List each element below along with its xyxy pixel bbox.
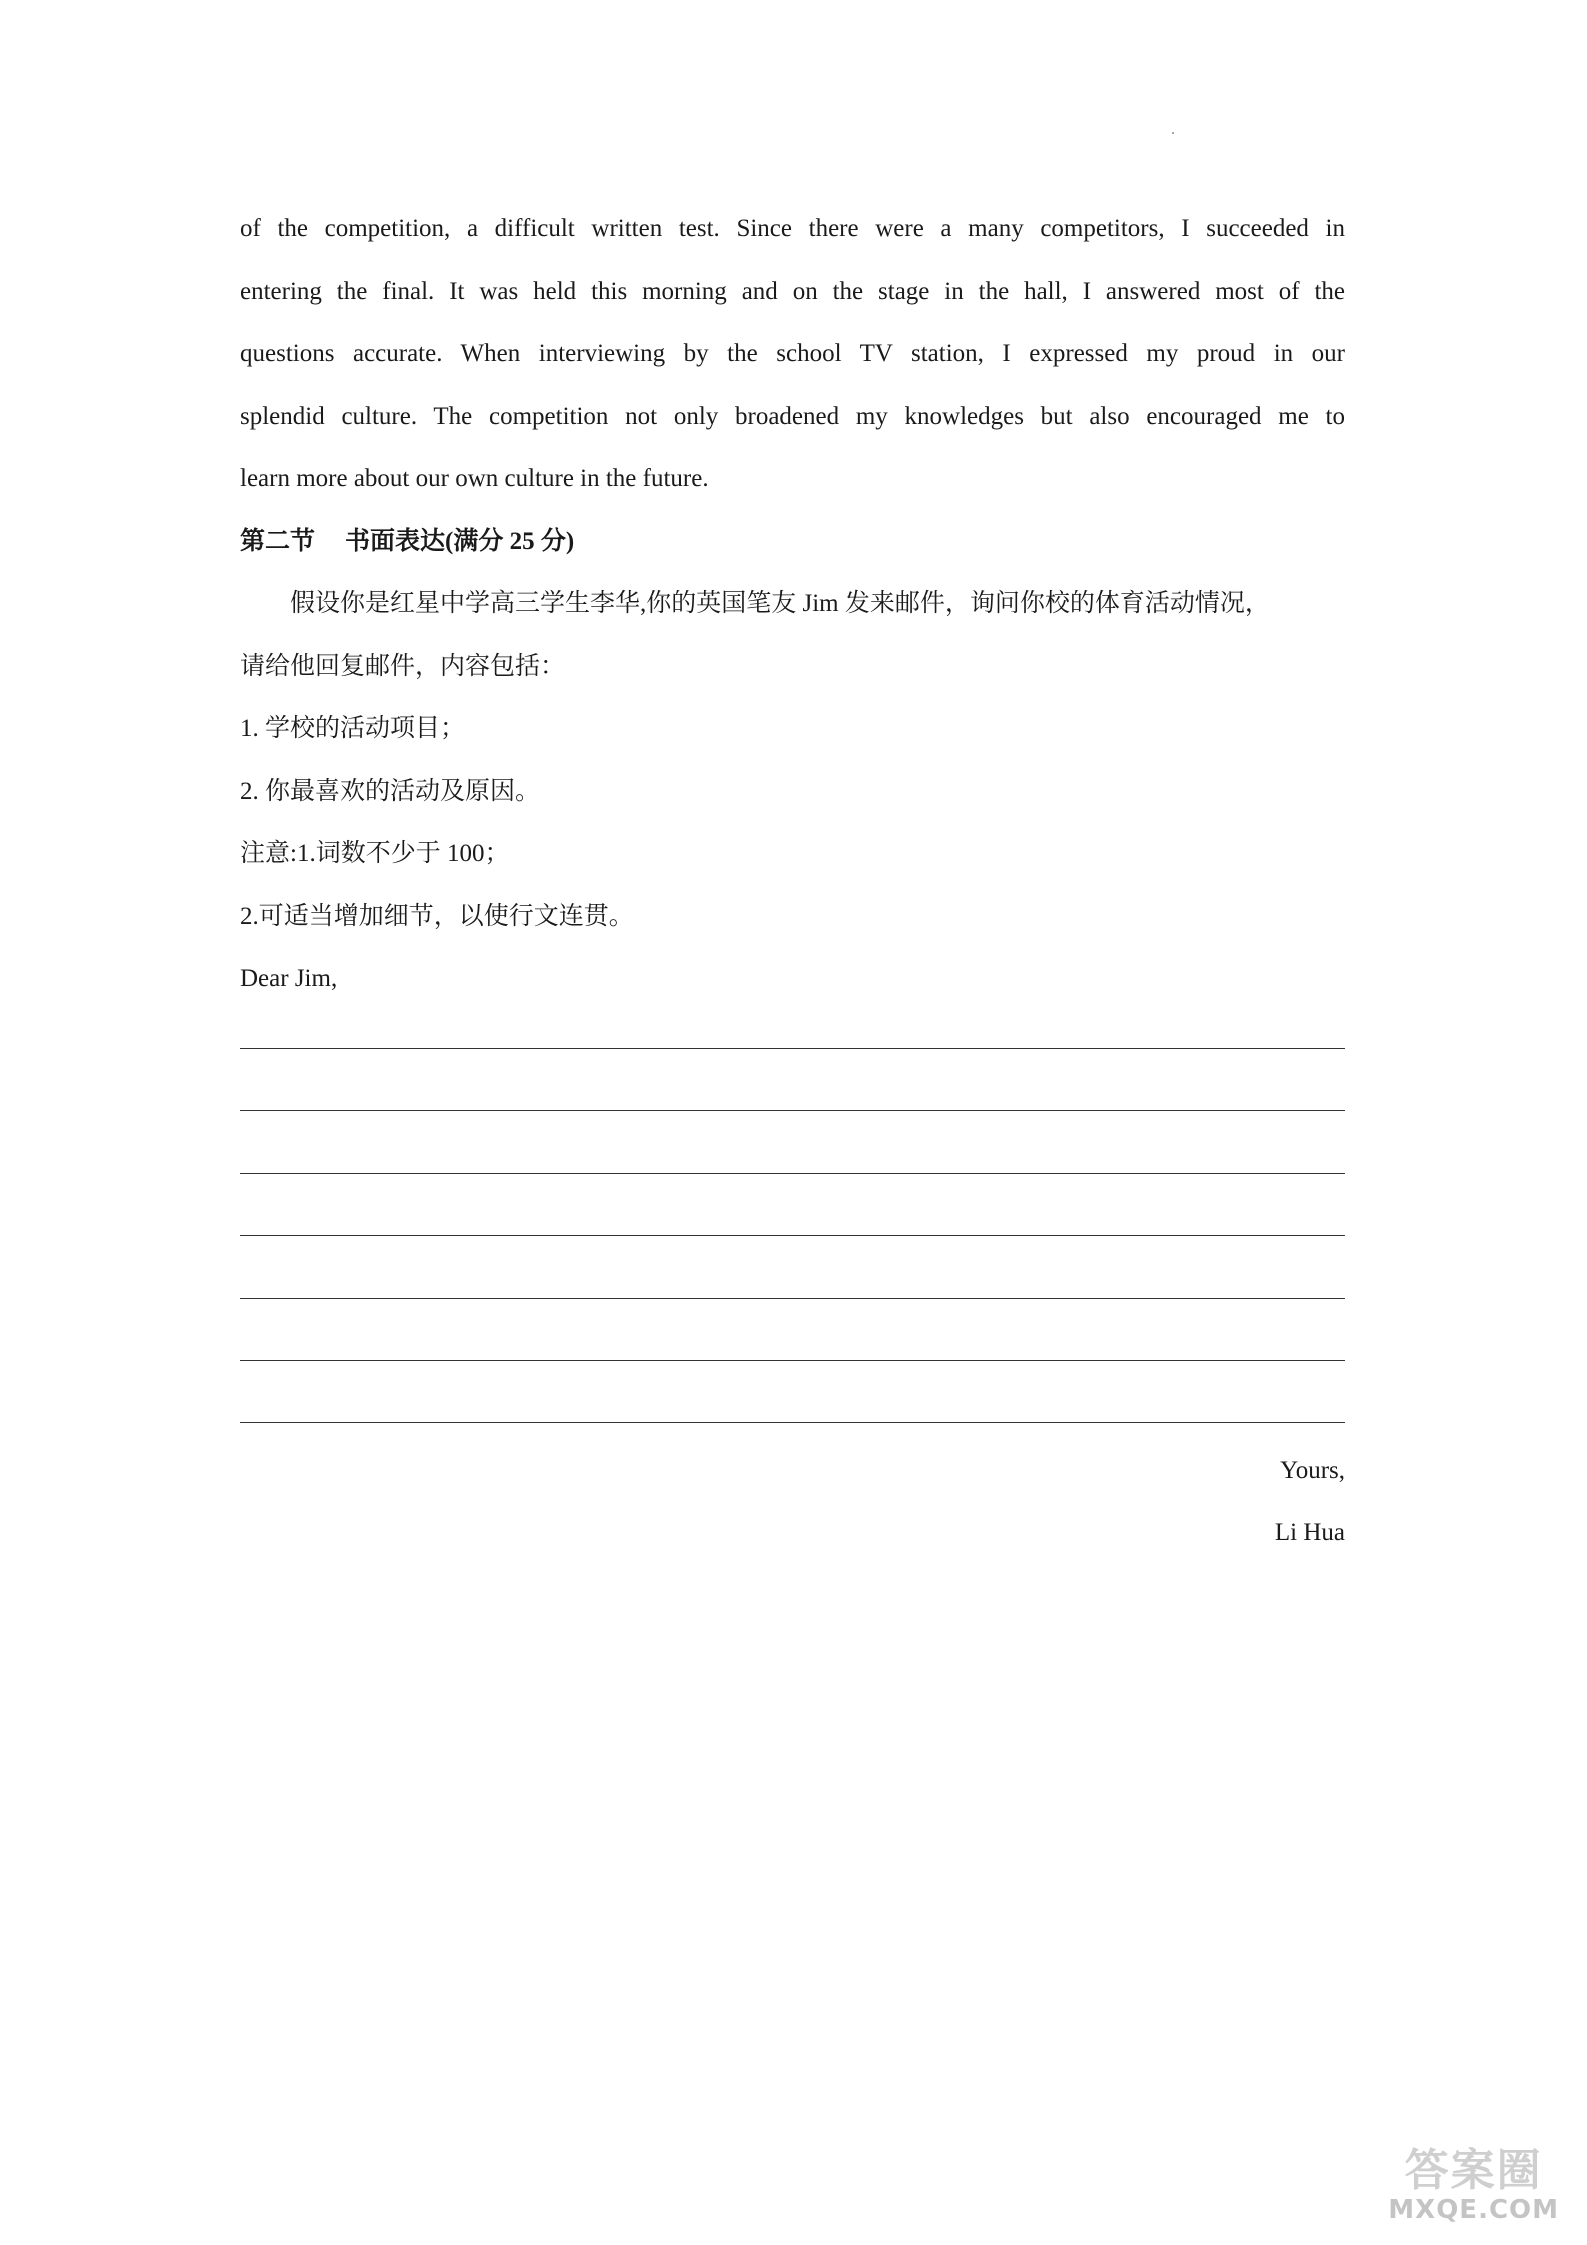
- passage-line: of the competition, a difficult written test. Since there were a many competitors, I succeeded in: [240, 215, 1345, 242]
- closing: Yours,: [1280, 1457, 1345, 1484]
- scan-dot: [1172, 132, 1174, 134]
- watermark-url: MXQE.COM: [1388, 2195, 1559, 2225]
- passage-line: splendid culture. The competition not only broadened my knowledges but also encouraged me to: [240, 402, 1345, 430]
- prompt-line: [240, 636, 1345, 699]
- answer-line[interactable]: [240, 1173, 1345, 1174]
- passage-line: questions accurate. When interviewing by the school TV station, I expressed my proud in our: [240, 340, 1345, 367]
- passage-line: learn more about our own culture in the future.: [240, 465, 709, 492]
- watermark-logo: 答案圈: [1404, 2145, 1543, 2196]
- signature: Li Hua: [1274, 1519, 1345, 1546]
- note-line: 注意:1.词数不少于 100；: [240, 840, 510, 867]
- answer-line[interactable]: [240, 1360, 1345, 1361]
- prompt-text: 假设你是红星中学高三学生李华,你的英国笔友 Jim 发来邮件，询问你校的体育活动情况，: [290, 590, 1270, 617]
- section-heading: [240, 511, 1345, 574]
- salutation: Dear Jim,: [240, 965, 338, 992]
- answer-line[interactable]: [240, 1235, 1345, 1236]
- passage-line: entering the final. It was held this morning and on the stage in the hall, I answered most of the: [240, 277, 1345, 305]
- section-number: 第二节: [240, 527, 316, 555]
- task-item: 2. 你最喜欢的活动及原因。: [240, 777, 541, 805]
- page-content: [240, 198, 1345, 1011]
- task-item: 1. 学校的活动项目；: [240, 715, 466, 742]
- answer-line[interactable]: [240, 1298, 1345, 1299]
- answer-line[interactable]: [240, 1422, 1345, 1423]
- site-watermark: [1388, 2147, 1559, 2225]
- passage-paragraph: [240, 198, 1345, 511]
- answer-line[interactable]: [240, 1110, 1345, 1111]
- section-title: 书面表达(满分 25 分): [345, 527, 575, 555]
- answer-line[interactable]: [240, 1048, 1345, 1049]
- prompt-line: [240, 573, 1345, 636]
- note-line: 2.可适当增加细节，以使行文连贯。: [240, 902, 634, 930]
- prompt-text: 请给他回复邮件，内容包括：: [240, 652, 566, 680]
